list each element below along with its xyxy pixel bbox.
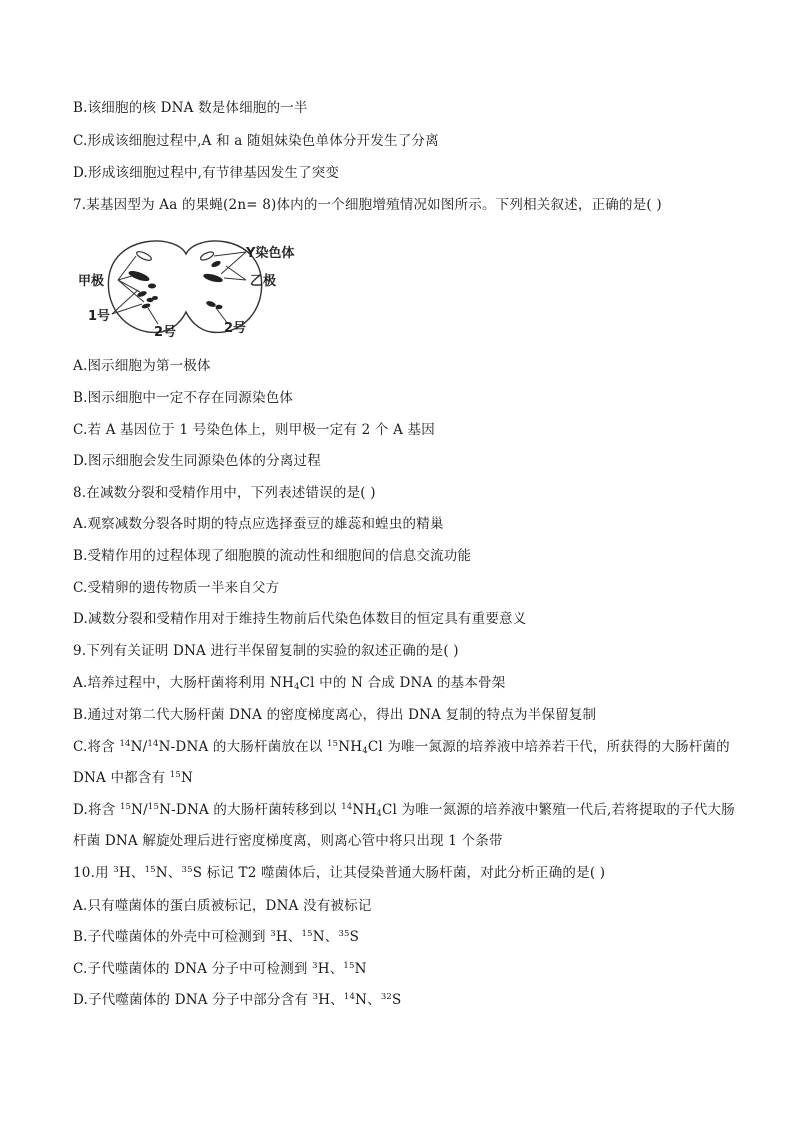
q8-stem: 8.在减数分裂和受精作用中，下列表述错误的是( ) [73, 485, 376, 501]
q7-stem: 7.某基因型为 Aa 的果蝇(2n= 8)体内的一个细胞增殖情况如图所示。下列相关叙述，正确的是( ) [73, 197, 662, 213]
q7-option-c: C.若 A 基因位于 1 号染色体上，则甲极一定有 2 个 A 基因 [73, 422, 435, 438]
y-chromosome-label: Y染色体 [246, 246, 295, 261]
q10-option-d: D.子代噬菌体的 DNA 分子中部分含有 $^3$H、$^{14}$N、$^{32}$S [73, 992, 402, 1008]
q6-option-c: C.形成该细胞过程中,A 和 a 随姐妹染色单体分开发生了分离 [73, 133, 439, 149]
q6-option-b: B.该细胞的核 DNA 数是体细胞的一半 [73, 100, 308, 116]
chromosome-2-label-left: 2号 [154, 325, 177, 340]
q9-stem: 9.下列有关证明 DNA 进行半保留复制的实验的叙述正确的是( ) [73, 643, 459, 659]
q9-option-d-cont: 杆菌 DNA 解旋处理后进行密度梯度离，则离心管中将只出现 1 个条带 [73, 833, 503, 849]
q7-option-b: B.图示细胞中一定不存在同源染色体 [73, 390, 294, 406]
q9-option-d: D.将含 $^{15}$N/$^{15}$N-DNA 的大肠杆菌转移到以 $^{14}NH_4Cl$ 为唯一氮源的培养液中繁殖一代后,若将提取的子代大肠 [73, 802, 735, 819]
yi-pole-chromosomes [199, 250, 223, 309]
q10-option-c: C.子代噬菌体的 DNA 分子中可检测到 $^3$H、$^{15}$N [73, 961, 367, 977]
chromosome-1-label: 1号 [88, 309, 111, 324]
chromosome-2-label-right: 2号 [224, 321, 247, 336]
q7-cell-division-figure [76, 236, 295, 346]
yi-pole-label: 乙极 [250, 274, 277, 289]
q8-option-a: A.观察减数分裂各时期的特点应选择蚕豆的雄蕊和蝗虫的精巢 [73, 516, 444, 532]
q8-option-d: D.减数分裂和受精作用对于维持生物前后代染色体数目的恒定具有重要意义 [73, 611, 527, 627]
q10-option-a: A.只有噬菌体的蛋白质被标记，DNA 没有被标记 [73, 898, 372, 914]
q6-option-d: D.形成该细胞过程中,有节律基因发生了突变 [73, 165, 340, 181]
q10-stem: 10.用 $^3$H、$^{15}$N、$^{35}$S 标记 T2 噬菌体后，让其侵染普通大肠杆菌，对此分析正确的是( ) [73, 865, 606, 881]
q9-option-c-cont: DNA 中都含有 $^{15}$N [73, 770, 194, 786]
q9-option-b: B.通过对第二代大肠杆菌 DNA 的密度梯度离心，得出 DNA 复制的特点为半保留复制 [73, 707, 597, 723]
q9-option-c: C.将含 $^{14}$N/$^{14}$N-DNA 的大肠杆菌放在以 $^{15}NH_4Cl$ 为唯一氮源的培养液中培养若干代，所获得的大肠杆菌的 [73, 739, 730, 756]
q8-option-b: B.受精作用的过程体现了细胞膜的流动性和细胞间的信息交流功能 [73, 548, 472, 564]
q7-option-a: A.图示细胞为第一极体 [73, 358, 211, 374]
jia-pole-label: 甲极 [78, 274, 105, 289]
q9-option-a: A.培养过程中，大肠杆菌将利用 $NH_4Cl$ 中的 N 合成 DNA 的基本骨架 [73, 675, 506, 692]
q8-option-c: C.受精卵的遗传物质一半来自父方 [73, 580, 280, 596]
q10-option-b: B.子代噬菌体的外壳中可检测到 $^3$H、$^{15}$N、$^{35}$S [73, 929, 360, 945]
q7-option-d: D.图示细胞会发生同源染色体的分离过程 [73, 453, 321, 469]
